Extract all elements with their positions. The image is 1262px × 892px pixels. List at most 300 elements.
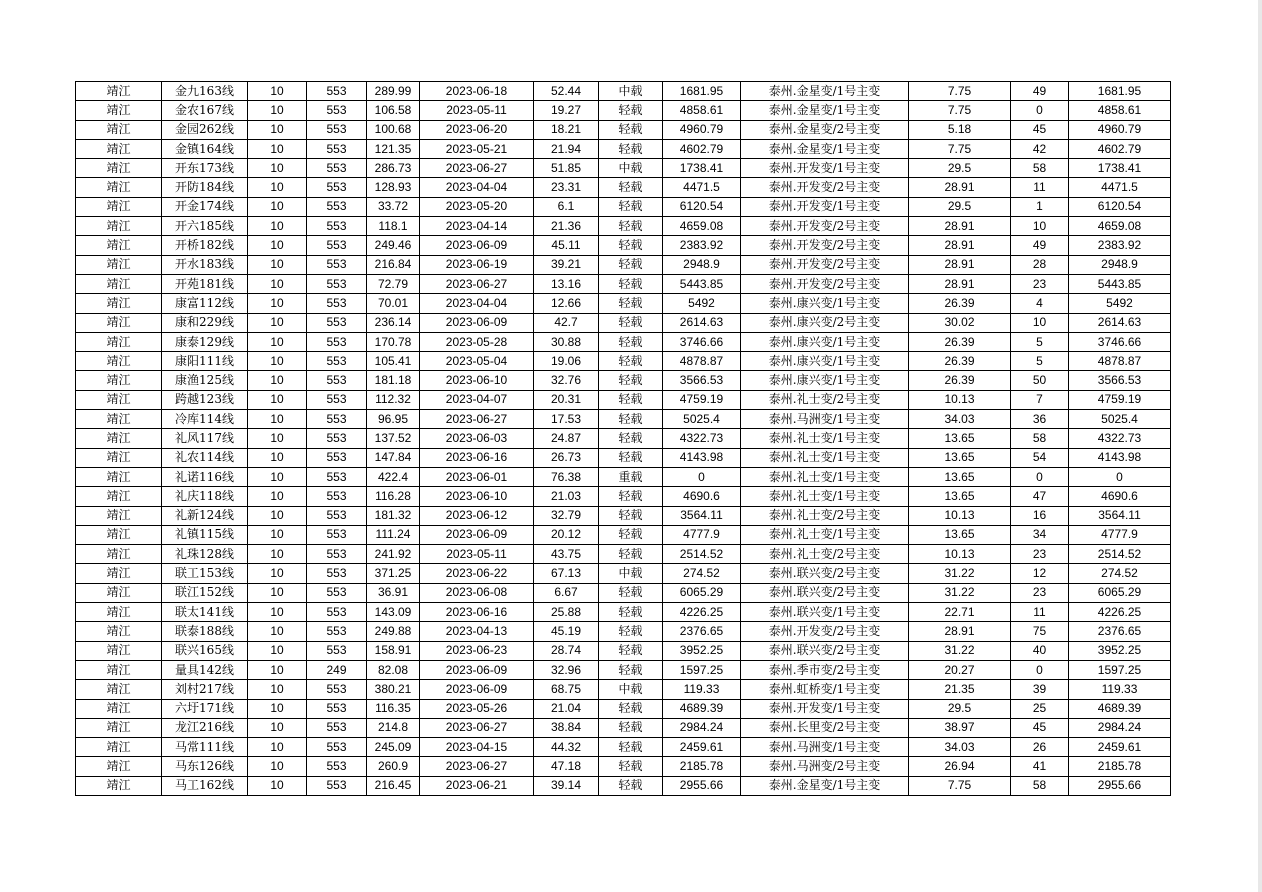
table-cell: 2023-06-16 [420, 603, 534, 622]
table-cell: 45.11 [534, 236, 599, 255]
table-cell: 119.33 [1069, 680, 1171, 699]
table-cell: 4322.73 [663, 429, 741, 448]
table-cell: 553 [307, 622, 367, 641]
table-cell: 29.5 [909, 699, 1011, 718]
table-cell: 380.21 [367, 680, 420, 699]
table-cell: 5025.4 [663, 410, 741, 429]
table-cell: 靖江 [76, 82, 162, 101]
table-cell: 4690.6 [1069, 487, 1171, 506]
table-cell: 4690.6 [663, 487, 741, 506]
table-cell: 158.91 [367, 641, 420, 660]
table-row [76, 274, 1171, 293]
table-cell: 2955.66 [663, 776, 741, 795]
table-cell: 45 [1011, 718, 1069, 737]
table-cell: 泰州.礼士变/1号主变 [741, 429, 909, 448]
table-cell: 金园262线 [162, 120, 248, 139]
table-cell: 553 [307, 101, 367, 120]
table-cell: 4777.9 [1069, 525, 1171, 544]
table-cell: 2023-06-22 [420, 564, 534, 583]
table-cell: 4960.79 [663, 120, 741, 139]
table-cell: 72.79 [367, 274, 420, 293]
table-cell: 119.33 [663, 680, 741, 699]
table-cell: 4858.61 [663, 101, 741, 120]
table-row [76, 487, 1171, 506]
table-cell: 泰州.康兴变/2号主变 [741, 313, 909, 332]
table-cell: 2023-06-09 [420, 236, 534, 255]
table-cell: 5025.4 [1069, 410, 1171, 429]
table-row [76, 390, 1171, 409]
table-cell: 10 [248, 82, 307, 101]
table-cell: 泰州.开发变/2号主变 [741, 622, 909, 641]
table-cell: 2023-06-09 [420, 313, 534, 332]
table-cell: 靖江 [76, 757, 162, 776]
data-table [75, 81, 1171, 796]
table-cell: 10 [248, 487, 307, 506]
table-cell: 靖江 [76, 641, 162, 660]
table-cell: 2023-06-27 [420, 718, 534, 737]
table-cell: 1597.25 [663, 660, 741, 679]
table-cell: 康渔125线 [162, 371, 248, 390]
table-cell: 371.25 [367, 564, 420, 583]
table-cell: 4960.79 [1069, 120, 1171, 139]
table-cell: 553 [307, 197, 367, 216]
table-cell: 143.09 [367, 603, 420, 622]
table-cell: 553 [307, 371, 367, 390]
table-cell: 23.31 [534, 178, 599, 197]
table-cell: 2023-05-11 [420, 101, 534, 120]
table-cell: 28.91 [909, 274, 1011, 293]
table-cell: 236.14 [367, 313, 420, 332]
table-cell: 5443.85 [663, 274, 741, 293]
table-cell: 4143.98 [663, 448, 741, 467]
table-cell: 2023-06-16 [420, 448, 534, 467]
table-cell: 23 [1011, 545, 1069, 564]
table-cell: 13.65 [909, 487, 1011, 506]
table-cell: 2023-04-13 [420, 622, 534, 641]
table-cell: 2023-04-07 [420, 390, 534, 409]
table-cell: 泰州.长里变/2号主变 [741, 718, 909, 737]
table-cell: 21.03 [534, 487, 599, 506]
table-cell: 58 [1011, 159, 1069, 178]
table-row [76, 776, 1171, 795]
table-cell: 康阳111线 [162, 352, 248, 371]
table-cell: 2459.61 [1069, 738, 1171, 757]
table-cell: 靖江 [76, 255, 162, 274]
table-cell: 泰州.金星变/1号主变 [741, 139, 909, 158]
table-cell: 181.32 [367, 506, 420, 525]
table-cell: 553 [307, 294, 367, 313]
table-cell: 轻载 [599, 139, 663, 158]
table-cell: 216.45 [367, 776, 420, 795]
table-cell: 21.36 [534, 217, 599, 236]
table-cell: 19.27 [534, 101, 599, 120]
table-cell: 111.24 [367, 525, 420, 544]
table-cell: 轻载 [599, 448, 663, 467]
table-cell: 13.65 [909, 525, 1011, 544]
table-cell: 553 [307, 545, 367, 564]
table-cell: 2023-06-09 [420, 660, 534, 679]
table-cell: 靖江 [76, 660, 162, 679]
table-cell: 泰州.虹桥变/1号主变 [741, 680, 909, 699]
table-cell: 2023-06-09 [420, 680, 534, 699]
table-cell: 靖江 [76, 410, 162, 429]
table-cell: 5 [1011, 332, 1069, 351]
table-cell: 75 [1011, 622, 1069, 641]
table-cell: 29.5 [909, 197, 1011, 216]
table-cell: 214.8 [367, 718, 420, 737]
table-cell: 553 [307, 487, 367, 506]
table-cell: 4471.5 [663, 178, 741, 197]
table-cell: 10 [248, 410, 307, 429]
table-cell: 轻载 [599, 757, 663, 776]
table-cell: 靖江 [76, 429, 162, 448]
table-cell: 274.52 [1069, 564, 1171, 583]
table-cell: 靖江 [76, 680, 162, 699]
table-cell: 3566.53 [1069, 371, 1171, 390]
table-cell: 553 [307, 352, 367, 371]
table-cell: 10 [248, 274, 307, 293]
table-cell: 553 [307, 313, 367, 332]
table-cell: 13.65 [909, 467, 1011, 486]
table-cell: 553 [307, 757, 367, 776]
table-cell: 553 [307, 583, 367, 602]
table-cell: 28.91 [909, 255, 1011, 274]
table-cell: 553 [307, 738, 367, 757]
table-cell: 康富112线 [162, 294, 248, 313]
table-cell: 7.75 [909, 82, 1011, 101]
table-cell: 10 [248, 506, 307, 525]
table-cell: 4659.08 [663, 217, 741, 236]
table-cell: 7 [1011, 390, 1069, 409]
table-cell: 2948.9 [663, 255, 741, 274]
table-row [76, 680, 1171, 699]
table-cell: 泰州.金星变/1号主变 [741, 82, 909, 101]
table-cell: 10 [248, 178, 307, 197]
table-cell: 47 [1011, 487, 1069, 506]
table-cell: 轻载 [599, 622, 663, 641]
table-row [76, 641, 1171, 660]
table-cell: 3746.66 [1069, 332, 1171, 351]
table-cell: 靖江 [76, 622, 162, 641]
table-cell: 泰州.康兴变/1号主变 [741, 294, 909, 313]
table-cell: 553 [307, 718, 367, 737]
table-cell: 轻载 [599, 197, 663, 216]
table-cell: 泰州.金星变/1号主变 [741, 776, 909, 795]
table-cell: 4602.79 [1069, 139, 1171, 158]
table-cell: 10 [248, 390, 307, 409]
table-cell: 联工153线 [162, 564, 248, 583]
table-row [76, 217, 1171, 236]
table-cell: 礼庆118线 [162, 487, 248, 506]
table-cell: 10 [248, 120, 307, 139]
table-cell: 5492 [1069, 294, 1171, 313]
table-cell: 泰州.联兴变/2号主变 [741, 564, 909, 583]
table-cell: 2023-04-15 [420, 738, 534, 757]
table-cell: 553 [307, 139, 367, 158]
table-cell: 17.53 [534, 410, 599, 429]
table-cell: 2023-06-08 [420, 583, 534, 602]
table-cell: 1738.41 [663, 159, 741, 178]
table-cell: 147.84 [367, 448, 420, 467]
table-cell: 26.94 [909, 757, 1011, 776]
table-row [76, 139, 1171, 158]
table-cell: 121.35 [367, 139, 420, 158]
table-cell: 58 [1011, 429, 1069, 448]
table-cell: 34.03 [909, 410, 1011, 429]
table-cell: 10 [248, 448, 307, 467]
table-cell: 58 [1011, 776, 1069, 795]
table-cell: 轻载 [599, 371, 663, 390]
table-cell: 260.9 [367, 757, 420, 776]
table-cell: 泰州.金星变/2号主变 [741, 120, 909, 139]
table-cell: 20.31 [534, 390, 599, 409]
table-row [76, 313, 1171, 332]
table-cell: 25.88 [534, 603, 599, 622]
table-cell: 靖江 [76, 236, 162, 255]
table-row [76, 255, 1171, 274]
table-cell: 16 [1011, 506, 1069, 525]
table-cell: 96.95 [367, 410, 420, 429]
table-cell: 泰州.礼士变/2号主变 [741, 506, 909, 525]
table-cell: 10 [248, 699, 307, 718]
table-cell: 28.91 [909, 622, 1011, 641]
table-cell: 20.12 [534, 525, 599, 544]
table-cell: 2459.61 [663, 738, 741, 757]
table-cell: 泰州.联兴变/2号主变 [741, 641, 909, 660]
table-cell: 28.74 [534, 641, 599, 660]
table-cell: 181.18 [367, 371, 420, 390]
table-cell: 轻载 [599, 313, 663, 332]
table-cell: 开六185线 [162, 217, 248, 236]
table-cell: 553 [307, 564, 367, 583]
table-cell: 泰州.开发变/1号主变 [741, 197, 909, 216]
table-cell: 249 [307, 660, 367, 679]
table-cell: 553 [307, 641, 367, 660]
table-cell: 泰州.礼士变/2号主变 [741, 390, 909, 409]
table-cell: 553 [307, 525, 367, 544]
table-cell: 4322.73 [1069, 429, 1171, 448]
table-cell: 1 [1011, 197, 1069, 216]
table-cell: 马东126线 [162, 757, 248, 776]
table-cell: 0 [1011, 101, 1069, 120]
table-cell: 41 [1011, 757, 1069, 776]
table-cell: 开水183线 [162, 255, 248, 274]
table-cell: 泰州.礼士变/1号主变 [741, 525, 909, 544]
table-cell: 1738.41 [1069, 159, 1171, 178]
table-cell: 轻载 [599, 603, 663, 622]
table-cell: 泰州.礼士变/2号主变 [741, 545, 909, 564]
table-cell: 靖江 [76, 313, 162, 332]
table-cell: 靖江 [76, 371, 162, 390]
table-cell: 2023-06-27 [420, 757, 534, 776]
table-cell: 礼农114线 [162, 448, 248, 467]
table-cell: 10 [248, 603, 307, 622]
table-row [76, 757, 1171, 776]
table-cell: 10 [248, 101, 307, 120]
table-cell: 553 [307, 159, 367, 178]
table-cell: 10 [1011, 313, 1069, 332]
table-cell: 4878.87 [1069, 352, 1171, 371]
table-cell: 4689.39 [1069, 699, 1171, 718]
table-cell: 轻载 [599, 525, 663, 544]
table-cell: 13.65 [909, 429, 1011, 448]
table-cell: 7.75 [909, 101, 1011, 120]
table-cell: 10 [248, 660, 307, 679]
table-cell: 开防184线 [162, 178, 248, 197]
table-cell: 10 [248, 294, 307, 313]
table-cell: 重载 [599, 467, 663, 486]
table-cell: 2023-06-18 [420, 82, 534, 101]
table-cell: 2955.66 [1069, 776, 1171, 795]
table-cell: 2383.92 [663, 236, 741, 255]
table-cell: 40 [1011, 641, 1069, 660]
table-cell: 泰州.康兴变/1号主变 [741, 352, 909, 371]
table-cell: 靖江 [76, 139, 162, 158]
table-cell: 轻载 [599, 776, 663, 795]
table-cell: 2948.9 [1069, 255, 1171, 274]
table-cell: 10 [248, 313, 307, 332]
table-cell: 2023-06-23 [420, 641, 534, 660]
table-row [76, 564, 1171, 583]
table-cell: 轻载 [599, 120, 663, 139]
table-cell: 轻载 [599, 699, 663, 718]
table-cell: 2185.78 [1069, 757, 1171, 776]
table-cell: 开桥182线 [162, 236, 248, 255]
table-cell: 553 [307, 699, 367, 718]
table-cell: 泰州.联兴变/1号主变 [741, 603, 909, 622]
table-cell: 靖江 [76, 718, 162, 737]
table-cell: 泰州.开发变/1号主变 [741, 699, 909, 718]
table-cell: 245.09 [367, 738, 420, 757]
table-cell: 10 [248, 467, 307, 486]
table-cell: 泰州.开发变/2号主变 [741, 236, 909, 255]
table-cell: 礼珠128线 [162, 545, 248, 564]
table-cell: 靖江 [76, 178, 162, 197]
table-cell: 轻载 [599, 390, 663, 409]
table-cell: 2023-06-09 [420, 525, 534, 544]
table-cell: 21.35 [909, 680, 1011, 699]
table-cell: 泰州.马洲变/1号主变 [741, 738, 909, 757]
table-cell: 泰州.开发变/2号主变 [741, 178, 909, 197]
table-cell: 216.84 [367, 255, 420, 274]
table-cell: 7.75 [909, 139, 1011, 158]
table-cell: 1681.95 [1069, 82, 1171, 101]
table-cell: 10 [248, 718, 307, 737]
table-row [76, 583, 1171, 602]
table-cell: 马工162线 [162, 776, 248, 795]
table-cell: 金镇164线 [162, 139, 248, 158]
table-cell: 10.13 [909, 545, 1011, 564]
table-cell: 2514.52 [663, 545, 741, 564]
table-cell: 34.03 [909, 738, 1011, 757]
table-cell: 2023-05-28 [420, 332, 534, 351]
table-cell: 7.75 [909, 776, 1011, 795]
table-cell: 553 [307, 410, 367, 429]
table-cell: 10 [248, 255, 307, 274]
table-cell: 21.94 [534, 139, 599, 158]
table-cell: 2023-04-04 [420, 178, 534, 197]
table-cell: 3952.25 [1069, 641, 1171, 660]
table-cell: 118.1 [367, 217, 420, 236]
table-cell: 轻载 [599, 738, 663, 757]
table-cell: 553 [307, 603, 367, 622]
table-cell: 70.01 [367, 294, 420, 313]
table-cell: 2023-06-19 [420, 255, 534, 274]
table-cell: 289.99 [367, 82, 420, 101]
table-cell: 553 [307, 332, 367, 351]
table-cell: 42 [1011, 139, 1069, 158]
table-cell: 50 [1011, 371, 1069, 390]
table-cell: 28 [1011, 255, 1069, 274]
table-cell: 54 [1011, 448, 1069, 467]
table-cell: 轻载 [599, 545, 663, 564]
table-cell: 4689.39 [663, 699, 741, 718]
table-cell: 靖江 [76, 776, 162, 795]
table-cell: 轻载 [599, 410, 663, 429]
table-cell: 49 [1011, 236, 1069, 255]
table-cell: 39 [1011, 680, 1069, 699]
table-row [76, 545, 1171, 564]
table-cell: 18.21 [534, 120, 599, 139]
table-cell: 2023-06-27 [420, 410, 534, 429]
table-cell: 10 [248, 680, 307, 699]
table-row [76, 120, 1171, 139]
table-cell: 28.91 [909, 178, 1011, 197]
table-cell: 82.08 [367, 660, 420, 679]
table-row [76, 236, 1171, 255]
table-cell: 10 [248, 738, 307, 757]
table-cell: 6120.54 [663, 197, 741, 216]
table-cell: 43.75 [534, 545, 599, 564]
table-cell: 轻载 [599, 718, 663, 737]
table-cell: 中载 [599, 82, 663, 101]
table-cell: 26.39 [909, 371, 1011, 390]
table-cell: 30.02 [909, 313, 1011, 332]
table-cell: 靖江 [76, 583, 162, 602]
table-cell: 39.21 [534, 255, 599, 274]
table-cell: 靖江 [76, 217, 162, 236]
table-cell: 116.35 [367, 699, 420, 718]
table-cell: 2023-06-12 [420, 506, 534, 525]
table-cell: 泰州.康兴变/1号主变 [741, 332, 909, 351]
table-cell: 44.32 [534, 738, 599, 757]
table-cell: 2023-06-03 [420, 429, 534, 448]
table-cell: 靖江 [76, 101, 162, 120]
table-cell: 10 [248, 139, 307, 158]
table-row [76, 699, 1171, 718]
table-cell: 跨越123线 [162, 390, 248, 409]
table-cell: 3746.66 [663, 332, 741, 351]
table-cell: 2023-04-14 [420, 217, 534, 236]
table-cell: 249.46 [367, 236, 420, 255]
table-cell: 31.22 [909, 564, 1011, 583]
table-cell: 10 [248, 776, 307, 795]
table-cell: 30.88 [534, 332, 599, 351]
table-cell: 6.67 [534, 583, 599, 602]
table-cell: 28.91 [909, 217, 1011, 236]
table-cell: 29.5 [909, 159, 1011, 178]
table-row [76, 101, 1171, 120]
table-cell: 靖江 [76, 294, 162, 313]
table-cell: 45.19 [534, 622, 599, 641]
table-cell: 泰州.礼士变/1号主变 [741, 467, 909, 486]
table-row [76, 410, 1171, 429]
table-cell: 开苑181线 [162, 274, 248, 293]
table-cell: 联江152线 [162, 583, 248, 602]
table-cell: 开金174线 [162, 197, 248, 216]
table-cell: 6120.54 [1069, 197, 1171, 216]
table-row [76, 738, 1171, 757]
